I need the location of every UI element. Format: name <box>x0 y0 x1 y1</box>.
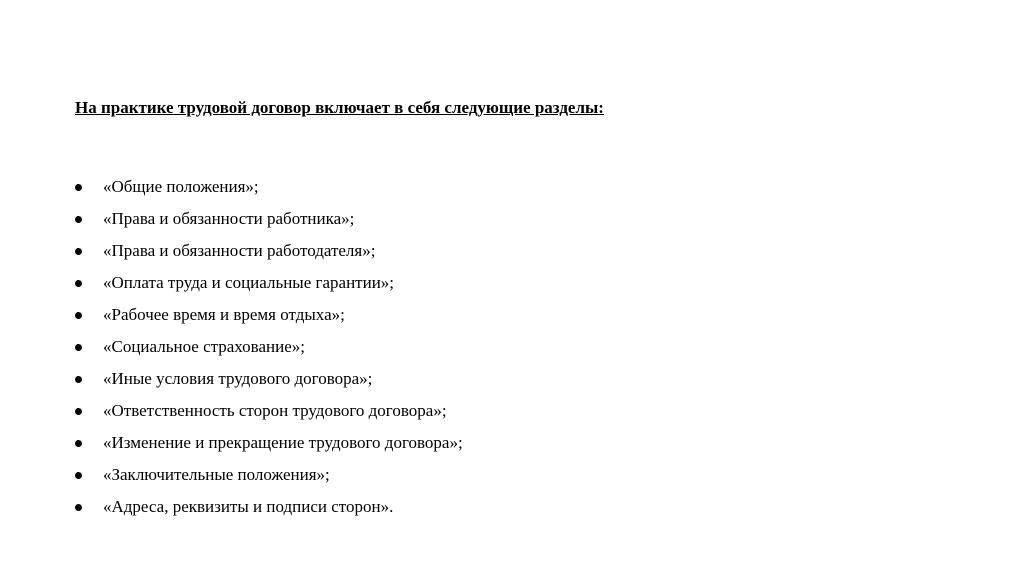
list-item-text: «Изменение и прекращение трудового договора»; <box>103 433 463 452</box>
list-item-text: «Права и обязанности работника»; <box>103 209 355 228</box>
list-item-text: «Права и обязанности работодателя»; <box>103 241 376 260</box>
bullet-icon <box>75 216 82 223</box>
bullet-icon <box>75 280 82 287</box>
document-heading: На практике трудовой договор включает в себя следующие разделы: <box>75 98 604 117</box>
bullet-icon <box>75 376 82 383</box>
list-item-text: «Иные условия трудового договора»; <box>103 369 373 388</box>
bullet-icon <box>75 472 82 479</box>
bullet-icon <box>75 184 82 191</box>
bullet-icon <box>75 312 82 319</box>
list-item-text: «Общие положения»; <box>103 177 259 196</box>
list-item-text: «Рабочее время и время отдыха»; <box>103 305 345 324</box>
bullet-icon <box>75 344 82 351</box>
list-item-text: «Социальное страхование»; <box>103 337 305 356</box>
list-item-text: «Заключительные положения»; <box>103 465 330 484</box>
list-item-text: «Оплата труда и социальные гарантии»; <box>103 273 395 292</box>
bullet-icon <box>75 408 82 415</box>
bullet-icon <box>75 440 82 447</box>
bullet-icon <box>75 504 82 511</box>
list-item-text: «Ответственность сторон трудового договора»; <box>103 401 447 420</box>
bullet-icon <box>75 248 82 255</box>
list-item-text: «Адреса, реквизиты и подписи сторон». <box>103 497 394 516</box>
